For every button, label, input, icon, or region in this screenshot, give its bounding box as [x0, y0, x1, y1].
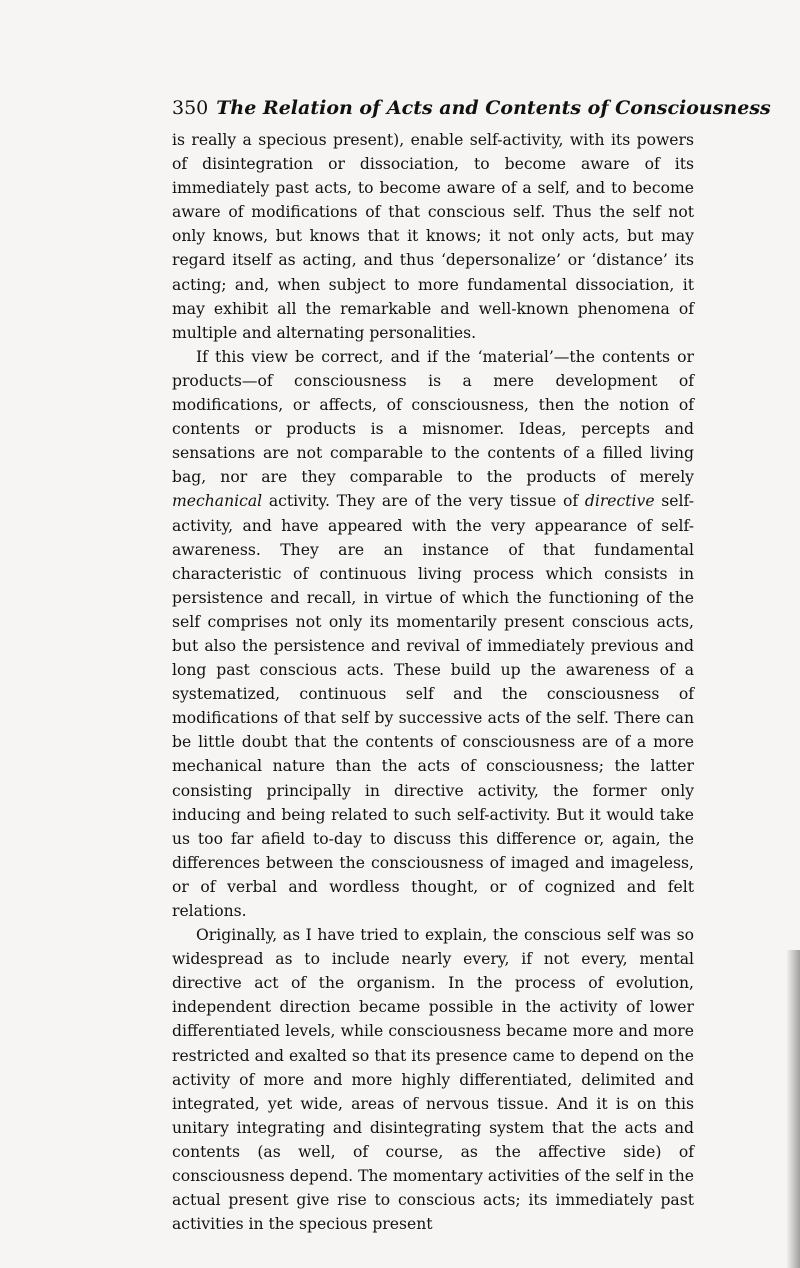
page-number: 350: [172, 97, 209, 119]
paragraph-2-text-c: self-activity, and have appeared with the very appearance of self-awareness. They are an instance of that fundamental characteristic of continuous living process which consists in persistence and recall, in virtue of which the functioning of the self comprises not only its momentarily present conscious acts, but also the persistence and revival of immediately previous and long past conscious acts. These build up the awareness of a systematized, continuous self and the consciousness of modifications of that self by successive acts of the self. There can be little doubt that the contents of consciousness are of a more mechanical nature than the acts of consciousness; the latter consisting principally in directive activity, the former only inducing and being related to such self-activity. But it would take us too far afield to-day to discuss this difference or, again, the differences between the consciousness of imaged and imageless, or of verbal and wordless thought, or of cognized and felt relations.: [172, 492, 694, 920]
paragraph-2-text-b: activity. They are of the very tissue of: [262, 492, 585, 511]
paragraph-2-text-a: If this view be correct, and if the ‘material’—the contents or products—of consciousness is a mere development of modifications, or affects, of consciousness, then the notion of contents or products is a misnomer. Ideas, percepts and sensations are not comparable to the contents of a filled living bag, nor are they comparable to the products of merely: [172, 347, 694, 487]
book-page: [172, 96, 771, 1236]
page-edge-shadow: [786, 950, 800, 1268]
paragraph-3: Originally, as I have tried to explain, the conscious self was so widespread as to include nearly every, if not every, mental directive act of the organism. In the process of evolution, independent direction became possible in the activity of lower differentiated levels, while consciousness became more and more restricted and exalted so that its presence came to depend on the activity of more and more highly differentiated, delimited and integrated, yet wide, areas of nervous tissue. And it is on this unitary integrating and disintegrating system that the acts and contents (as well, of course, as the affective side) of consciousness depend. The momentary activities of the self in the actual present give rise to conscious acts; its immediately past activities in the specious present: [172, 926, 694, 1234]
emphasis-directive: directive: [584, 492, 655, 511]
emphasis-mechanical: mechanical: [172, 492, 263, 511]
body-text: [172, 128, 694, 1236]
running-head: [172, 96, 771, 120]
paragraph-2: [172, 345, 694, 923]
running-title: The Relation of Acts and Contents of Consciousness: [216, 97, 771, 119]
paragraph-1: is really a specious present), enable self-activity, with its powers of disintegration or dissociation, to become aware of its immediately past acts, to become aware of a self, and to become aware of modifications of that conscious self. Thus the self not only knows, but knows that it knows; it not only acts, but may regard itself as acting, and thus ‘depersonalize’ or ‘distance’ its acting; and, when subject to more fundamental dissociation, it may exhibit all the remarkable and well-known phenomena of multiple and alternating personalities.: [172, 131, 694, 342]
